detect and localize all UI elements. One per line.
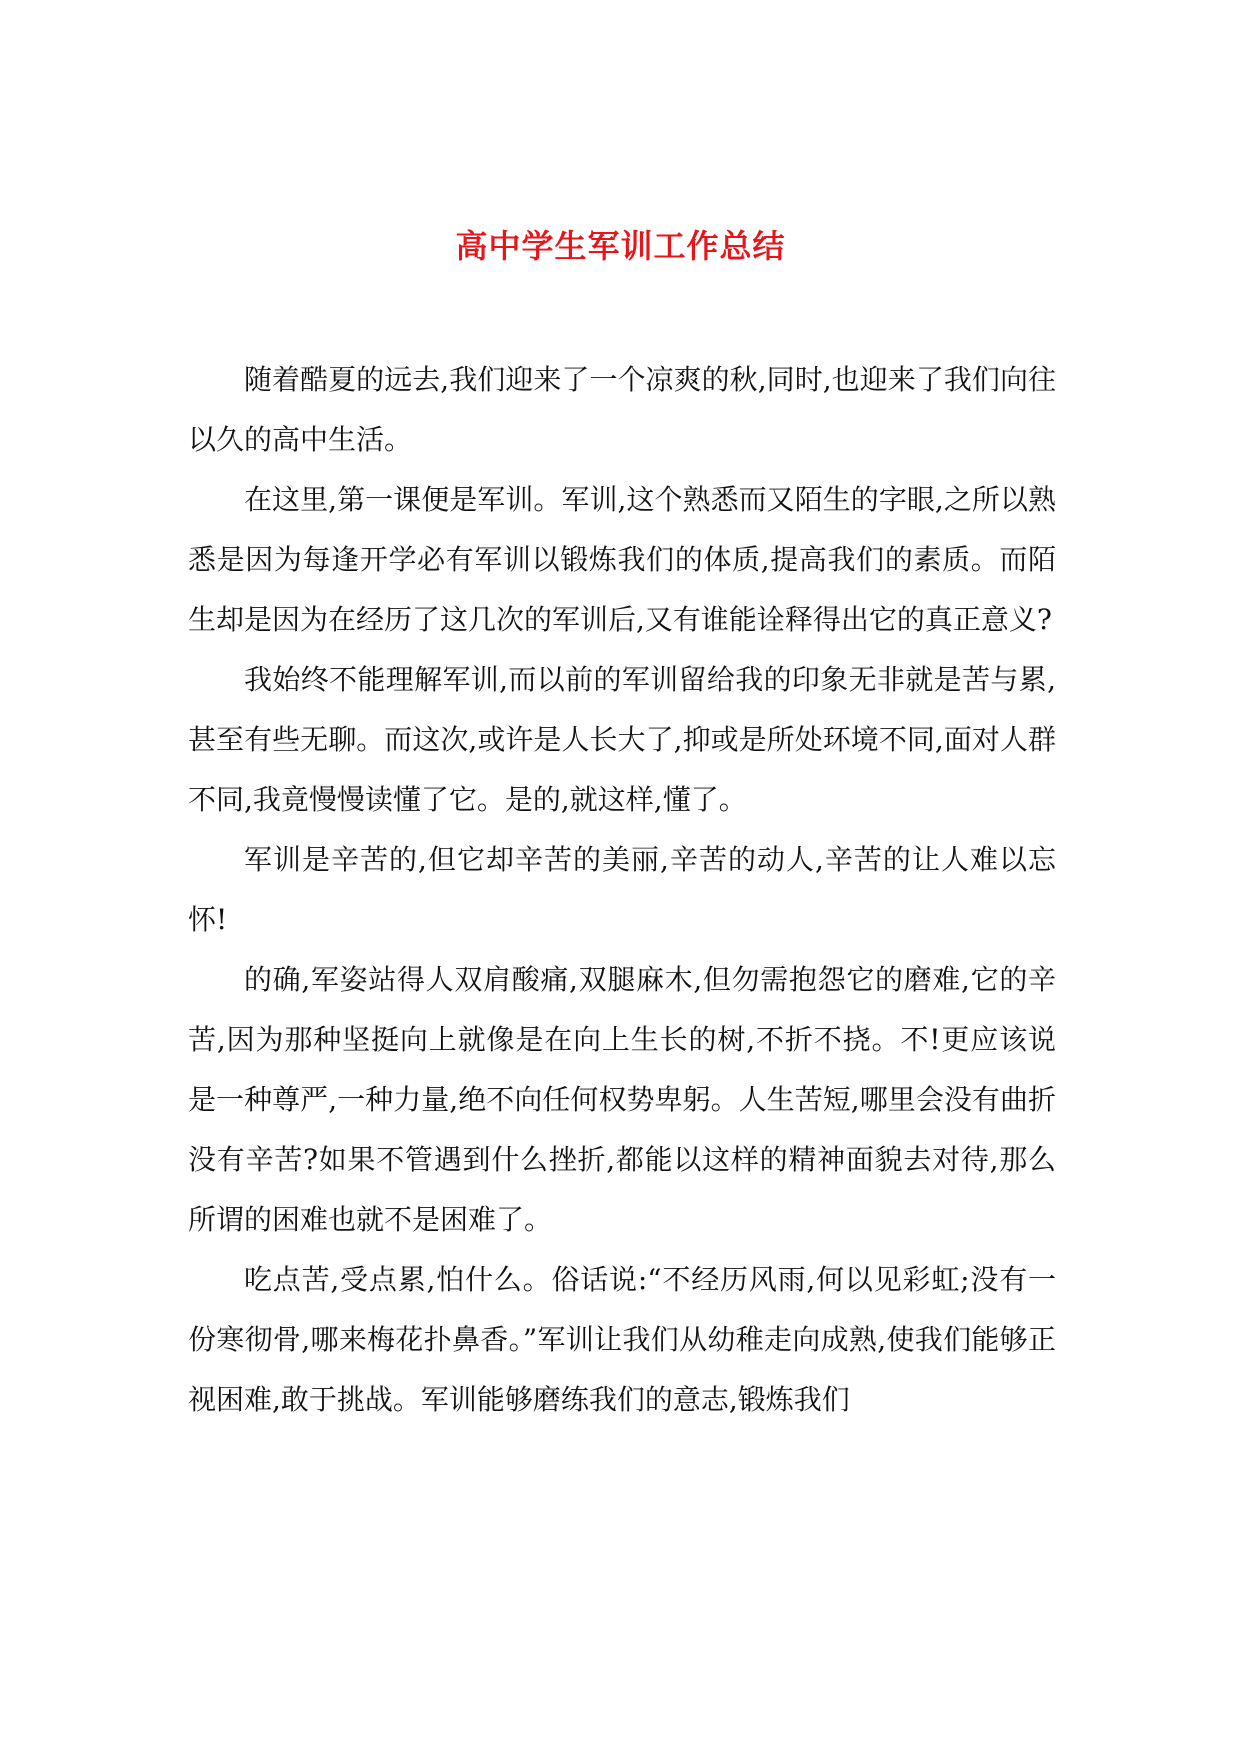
paragraph-1: 随着酷夏的远去,我们迎来了一个凉爽的秋,同时,也迎来了我们向往以久的高中生活。	[188, 363, 1056, 456]
paragraph-2: 在这里,第一课便是军训。军训,这个熟悉而又陌生的字眼,之所以熟悉是因为每逢开学必有军训以锻炼我们的体质,提高我们的素质。而陌生却是因为在经历了这几次的军训后,又有谁能诠释得出它的真正意义?	[188, 483, 1056, 636]
paragraph-6: 吃点苦,受点累,怕什么。俗话说:“不经历风雨,何以见彩虹;没有一份寒彻骨,哪来梅花扑鼻香。”军训让我们从幼稚走向成熟,使我们能够正视困难,敢于挑战。军训能够磨练我们的意志,锻炼我们	[188, 1263, 1056, 1416]
document-title: 高中学生军训工作总结	[455, 227, 786, 265]
paragraph-4: 军训是辛苦的,但它却辛苦的美丽,辛苦的动人,辛苦的让人难以忘怀!	[188, 843, 1056, 936]
paragraph-3: 我始终不能理解军训,而以前的军训留给我的印象无非就是苦与累,甚至有些无聊。而这次,或许是人长大了,抑或是所处环境不同,面对人群不同,我竟慢慢读懂了它。是的,就这样,懂了。	[188, 663, 1056, 816]
paragraph-5: 的确,军姿站得人双肩酸痛,双腿麻木,但勿需抱怨它的磨难,它的辛苦,因为那种坚挺向上就像是在向上生长的树,不折不挠。不!更应该说是一种尊严,一种力量,绝不向任何权势卑躬。人生苦短,哪里会没有曲折没有辛苦?如果不管遇到什么挫折,都能以这样的精神面貌去对待,那么所谓的困难也就不是困难了。	[188, 963, 1056, 1236]
document-body	[188, 350, 1056, 1430]
